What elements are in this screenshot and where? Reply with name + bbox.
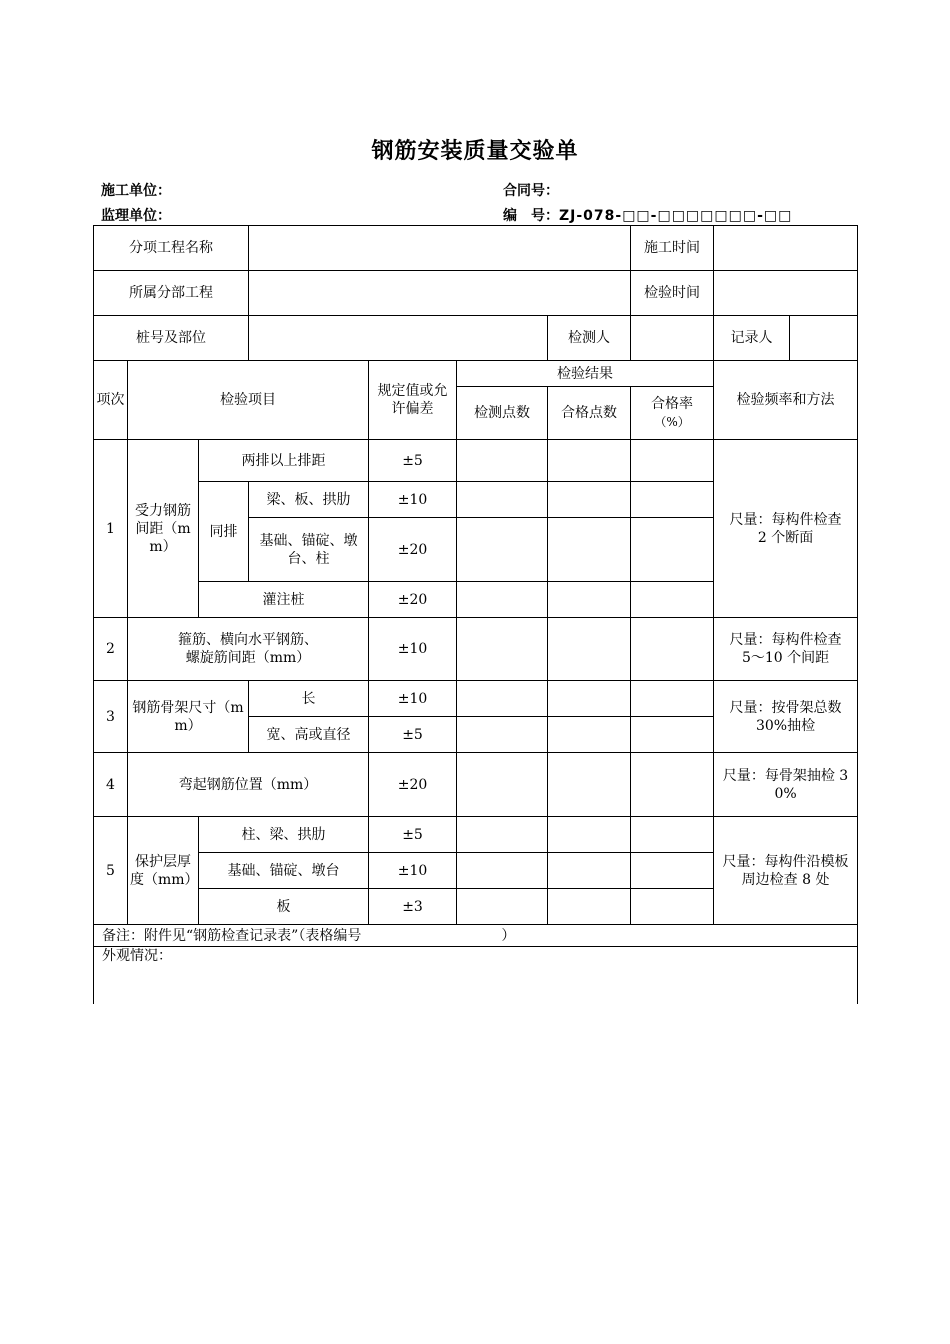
table-row [94,947,858,1004]
points-cell[interactable] [457,817,548,853]
serial-label: 编 号： [503,208,559,224]
tolerance-value: ±10 [369,482,457,518]
sub-item-name: 柱、梁、拱肋 [199,817,369,853]
column-header-results: 检验结果 [457,361,714,387]
pass-points-cell[interactable] [548,618,631,681]
column-header-spec-tolerance: 规定值或允许偏差 [369,361,457,440]
points-cell[interactable] [457,482,548,518]
inspection-method: 尺量：每骨架抽检 30% [714,753,858,817]
contract-no-label: 合同号： [503,183,559,199]
pass-points-cell[interactable] [548,518,631,582]
pass-rate-unit: （%） [654,415,690,429]
item-name: 弯起钢筋位置（mm） [128,753,369,817]
column-header-pass-points: 合格点数 [548,387,631,440]
method-text: 2 个断面 [757,529,814,546]
pass-points-cell[interactable] [548,853,631,889]
tolerance-value: ±3 [369,889,457,925]
table-row [94,618,858,681]
method-text: 周边检查 8 处 [741,871,830,888]
points-cell[interactable] [457,518,548,582]
item-no: 4 [94,753,128,817]
station-location-field[interactable] [249,316,548,361]
sub-item-name: 宽、高或直径 [249,717,369,753]
table-row [94,753,858,817]
pass-rate-cell[interactable] [631,582,714,618]
table-row [94,681,858,717]
table-row [94,817,858,853]
sub-item-name: 长 [249,681,369,717]
table-row [94,440,858,482]
construction-time-field[interactable] [714,226,858,271]
item-name [128,618,369,681]
pass-points-cell[interactable] [548,440,631,482]
sub-item-name: 梁、板、拱肋 [249,482,369,518]
pass-rate-cell[interactable] [631,817,714,853]
tolerance-value: ±5 [369,440,457,482]
item-no: 2 [94,618,128,681]
tolerance-value: ±10 [369,618,457,681]
parent-project-label: 所属分部工程 [94,271,249,316]
tolerance-value: ±10 [369,853,457,889]
sub-item-name: 基础、锚碇、墩台、柱 [249,518,369,582]
column-header-frequency: 检验频率和方法 [714,361,858,440]
item-name: 受力钢筋间距（mm） [128,440,199,618]
method-text: 30%抽检 [755,717,816,734]
pass-points-cell[interactable] [548,681,631,717]
item-name: 保护层厚度（mm） [128,817,199,925]
tolerance-value: ±5 [369,817,457,853]
column-header-check-item: 检验项目 [128,361,369,440]
points-cell[interactable] [457,681,548,717]
pass-rate-label: 合格率 [651,396,694,412]
tolerance-value: ±5 [369,717,457,753]
pass-rate-cell[interactable] [631,440,714,482]
item-no: 3 [94,681,128,753]
pass-rate-cell[interactable] [631,618,714,681]
pass-points-cell[interactable] [548,582,631,618]
points-cell[interactable] [457,889,548,925]
points-cell[interactable] [457,853,548,889]
serial-value: ZJ-078-□□-□□□□□□□-□□ [559,208,793,224]
sub-item-name: 基础、锚碇、墩台 [199,853,369,889]
inspection-form-table [93,225,858,1004]
station-location-label: 桩号及部位 [94,316,249,361]
sub-item-name: 板 [199,889,369,925]
table-row [94,316,858,361]
construction-time-label: 施工时间 [631,226,714,271]
item-no: 5 [94,817,128,925]
inspector-label: 检测人 [548,316,631,361]
inspection-time-label: 检验时间 [631,271,714,316]
inspector-field[interactable] [631,316,714,361]
tolerance-value: ±20 [369,753,457,817]
points-cell[interactable] [457,618,548,681]
recorder-label: 记录人 [714,316,790,361]
points-cell[interactable] [457,753,548,817]
recorder-field[interactable] [790,316,858,361]
pass-rate-cell[interactable] [631,753,714,817]
remark-line: 备注：附件见“钢筋检查记录表”（表格编号 ） [94,925,858,947]
item-name: 钢筋骨架尺寸（mm） [128,681,249,753]
item-name-line: 箍筋、横向水平钢筋、 [178,632,319,648]
construction-unit-label: 施工单位： [101,183,171,199]
method-text: 5～10 个间距 [741,650,830,666]
page-title: 钢筋安装质量交验单 [371,139,579,164]
pass-rate-cell[interactable] [631,889,714,925]
points-cell[interactable] [457,440,548,482]
points-cell[interactable] [457,582,548,618]
item-name-line: 螺旋筋间距（mm） [185,650,311,666]
parent-project-field[interactable] [249,271,631,316]
pass-points-cell[interactable] [548,753,631,817]
pass-rate-cell[interactable] [631,853,714,889]
table-row [94,361,858,387]
method-text: 尺量：按骨架总数 [729,699,842,716]
appearance-field[interactable]: 外观情况： [94,947,858,1004]
inspection-method [714,618,858,681]
tolerance-value: ±20 [369,582,457,618]
pass-points-cell[interactable] [548,482,631,518]
sub-item-name: 灌注桩 [199,582,369,618]
column-header-points: 检测点数 [457,387,548,440]
pass-rate-cell[interactable] [631,717,714,753]
column-header-item-no: 项次 [94,361,128,440]
table-row [94,226,858,271]
item-no: 1 [94,440,128,618]
sub-item-name: 两排以上排距 [199,440,369,482]
method-text: 尺量：每构件检查 [729,632,842,648]
inspection-method [714,440,858,618]
tolerance-value: ±10 [369,681,457,717]
pass-rate-cell[interactable] [631,482,714,518]
pass-points-cell[interactable] [548,717,631,753]
pass-rate-cell[interactable] [631,518,714,582]
method-text: 尺量：每构件沿模板 [722,853,849,870]
serial-number [503,205,792,225]
table-row [94,925,858,947]
inspection-method [714,817,858,925]
pass-points-cell[interactable] [548,889,631,925]
inspection-method [714,681,858,753]
sub-project-name-label: 分项工程名称 [94,226,249,271]
pass-rate-cell[interactable] [631,681,714,717]
tolerance-value: ±20 [369,518,457,582]
supervision-unit-label: 监理单位： [101,208,171,224]
points-cell[interactable] [457,717,548,753]
table-row [94,271,858,316]
column-header-pass-rate [631,387,714,440]
same-row-label: 同排 [199,482,249,582]
inspection-time-field[interactable] [714,271,858,316]
sub-project-name-field[interactable] [249,226,631,271]
pass-points-cell[interactable] [548,817,631,853]
method-text: 尺量：每构件检查 [729,511,842,528]
